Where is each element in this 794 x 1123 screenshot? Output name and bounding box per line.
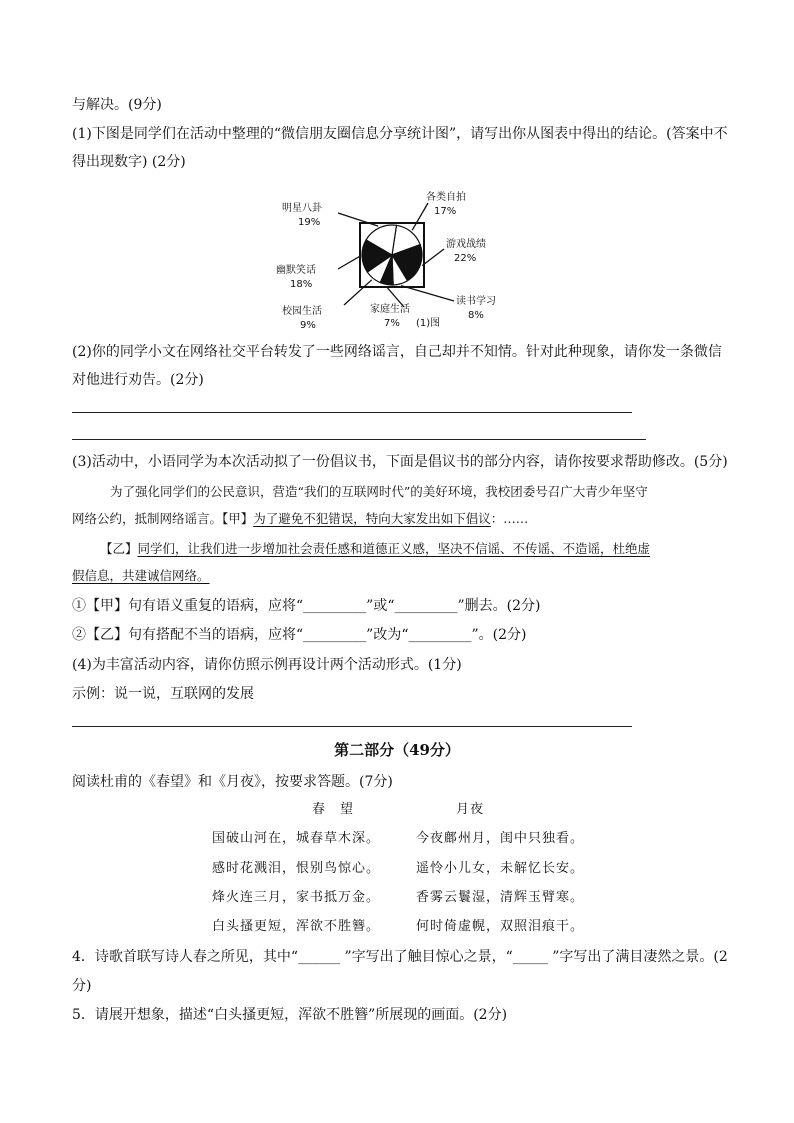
question-2-text: (2)你的同学小文在网络社交平台转发了一些网络谣言，自己却并不知情。针对此种现象，请你发一条微信: [72, 344, 722, 360]
label-reading: 读书学习: [456, 296, 496, 307]
proposal-para-1: 为了强化同学们的公民意识，营造“我们的互联网时代”的美好环境，我校团委号召广大青少年坚守: [110, 484, 648, 499]
value-selfie: 17%: [434, 206, 457, 217]
pie-slices: [362, 225, 422, 285]
proposal-p3-prefix: 【乙】: [100, 541, 138, 556]
question-5-poem: 5．请展开想象，描述“白头搔更短，浑欲不胜簪”所展现的画面。(2分): [72, 1007, 508, 1023]
question-3-2: ②【乙】句有搭配不当的语病，应将“_________”改为“_________”。(2分): [72, 627, 527, 643]
proposal-para-3: [100, 539, 650, 559]
label-selfie: 各类自拍: [426, 192, 466, 203]
poem-right-line-4: 何时倚虚幌，双照泪痕干。: [416, 919, 585, 934]
sentence-yi: 同学们，让我们进一步增加社会责任感和道德正义感，坚决不信谣、不传谣、不造谣，杜绝虚: [137, 541, 651, 556]
proposal-para-4: [72, 566, 210, 586]
question-4-poem: 4．诗歌首联写诗人春之所见，其中“______ ”字写出了触目惊心之景，“_____ ”字写出了满目凄然之景。(2: [72, 949, 728, 965]
value-humor: 18%: [290, 279, 313, 290]
question-4-text: (4)为丰富活动内容，请你仿照示例再设计两个活动形式。(1分): [72, 657, 462, 673]
poem-right-line-1: 今夜鄜州月，闺中只独看。: [416, 831, 585, 846]
intro-line: 与解决。(9分): [72, 97, 162, 113]
question-1-text: (1)下图是同学们在活动中整理的“微信朋友圈信息分享统计图”，请写出你从图表中得出的结论。(答案中不: [72, 126, 728, 142]
question-3-1: ①【甲】句有语义重复的语病，应将“_________”或“_________”删去。(2分): [72, 598, 541, 614]
wechat-share-pie-chart: [268, 183, 518, 333]
example-text: 示例：说一说，互联网的发展: [72, 686, 254, 702]
poem-title-chunwang: 春 望: [312, 802, 355, 817]
poem-right-line-3: 香雾云鬟湿，清辉玉臂寒。: [416, 890, 585, 905]
poem-left-line-3: 烽火连三月，家书抵万金。: [212, 890, 381, 905]
value-celebrity: 19%: [298, 217, 321, 228]
label-games: 游戏战绩: [446, 239, 486, 250]
label-celebrity: 明星八卦: [282, 203, 322, 214]
poem-right-line-2: 遥怜小儿女，未解忆长安。: [416, 861, 585, 876]
label-family: 家庭生活: [370, 304, 410, 315]
label-campus: 校园生活: [282, 306, 322, 317]
poem-title-yueye: 月夜: [456, 802, 485, 817]
poem-left-line-1: 国破山河在，城春草木深。: [212, 831, 381, 846]
question-2-text-cont: 对他进行劝告。(2分): [72, 372, 204, 388]
value-reading: 8%: [468, 310, 484, 321]
proposal-p2-prefix: 网络公约，抵制网络谣言。【甲】: [72, 511, 254, 526]
proposal-p2-suffix: ：……: [490, 511, 529, 526]
sentence-jia: 为了避免不犯错误，特向大家发出如下倡议: [253, 511, 491, 526]
question-4-poem-cont: 分): [72, 978, 92, 994]
reading-instruction: 阅读杜甫的《春望》和《月夜》，按要求答题。(7分): [72, 774, 393, 790]
poem-left-line-2: 感时花溅泪，恨别鸟惊心。: [212, 861, 381, 876]
poem-left-line-4: 白头搔更短，浑欲不胜簪。: [212, 919, 381, 934]
answer-line-1[interactable]: [72, 412, 632, 413]
question-3-text: (3)活动中，小语同学为本次活动拟了一份倡议书，下面是倡议书的部分内容，请你按要求帮助修改。(5分): [72, 454, 728, 470]
value-games: 22%: [454, 253, 477, 264]
question-1-text-cont: 得出现数字) (2分): [72, 154, 186, 170]
answer-line-3[interactable]: [72, 726, 632, 727]
answer-line-2[interactable]: [72, 439, 646, 440]
proposal-para-2: [72, 509, 528, 529]
chart-title: (1)图: [416, 318, 441, 329]
part-two-heading: 第二部分（49分）: [334, 741, 460, 759]
sentence-yi-cont: 假信息，共建诚信网络。: [72, 568, 210, 583]
value-campus: 9%: [300, 320, 316, 331]
value-family: 7%: [384, 318, 400, 329]
label-humor: 幽默笑话: [276, 265, 316, 276]
